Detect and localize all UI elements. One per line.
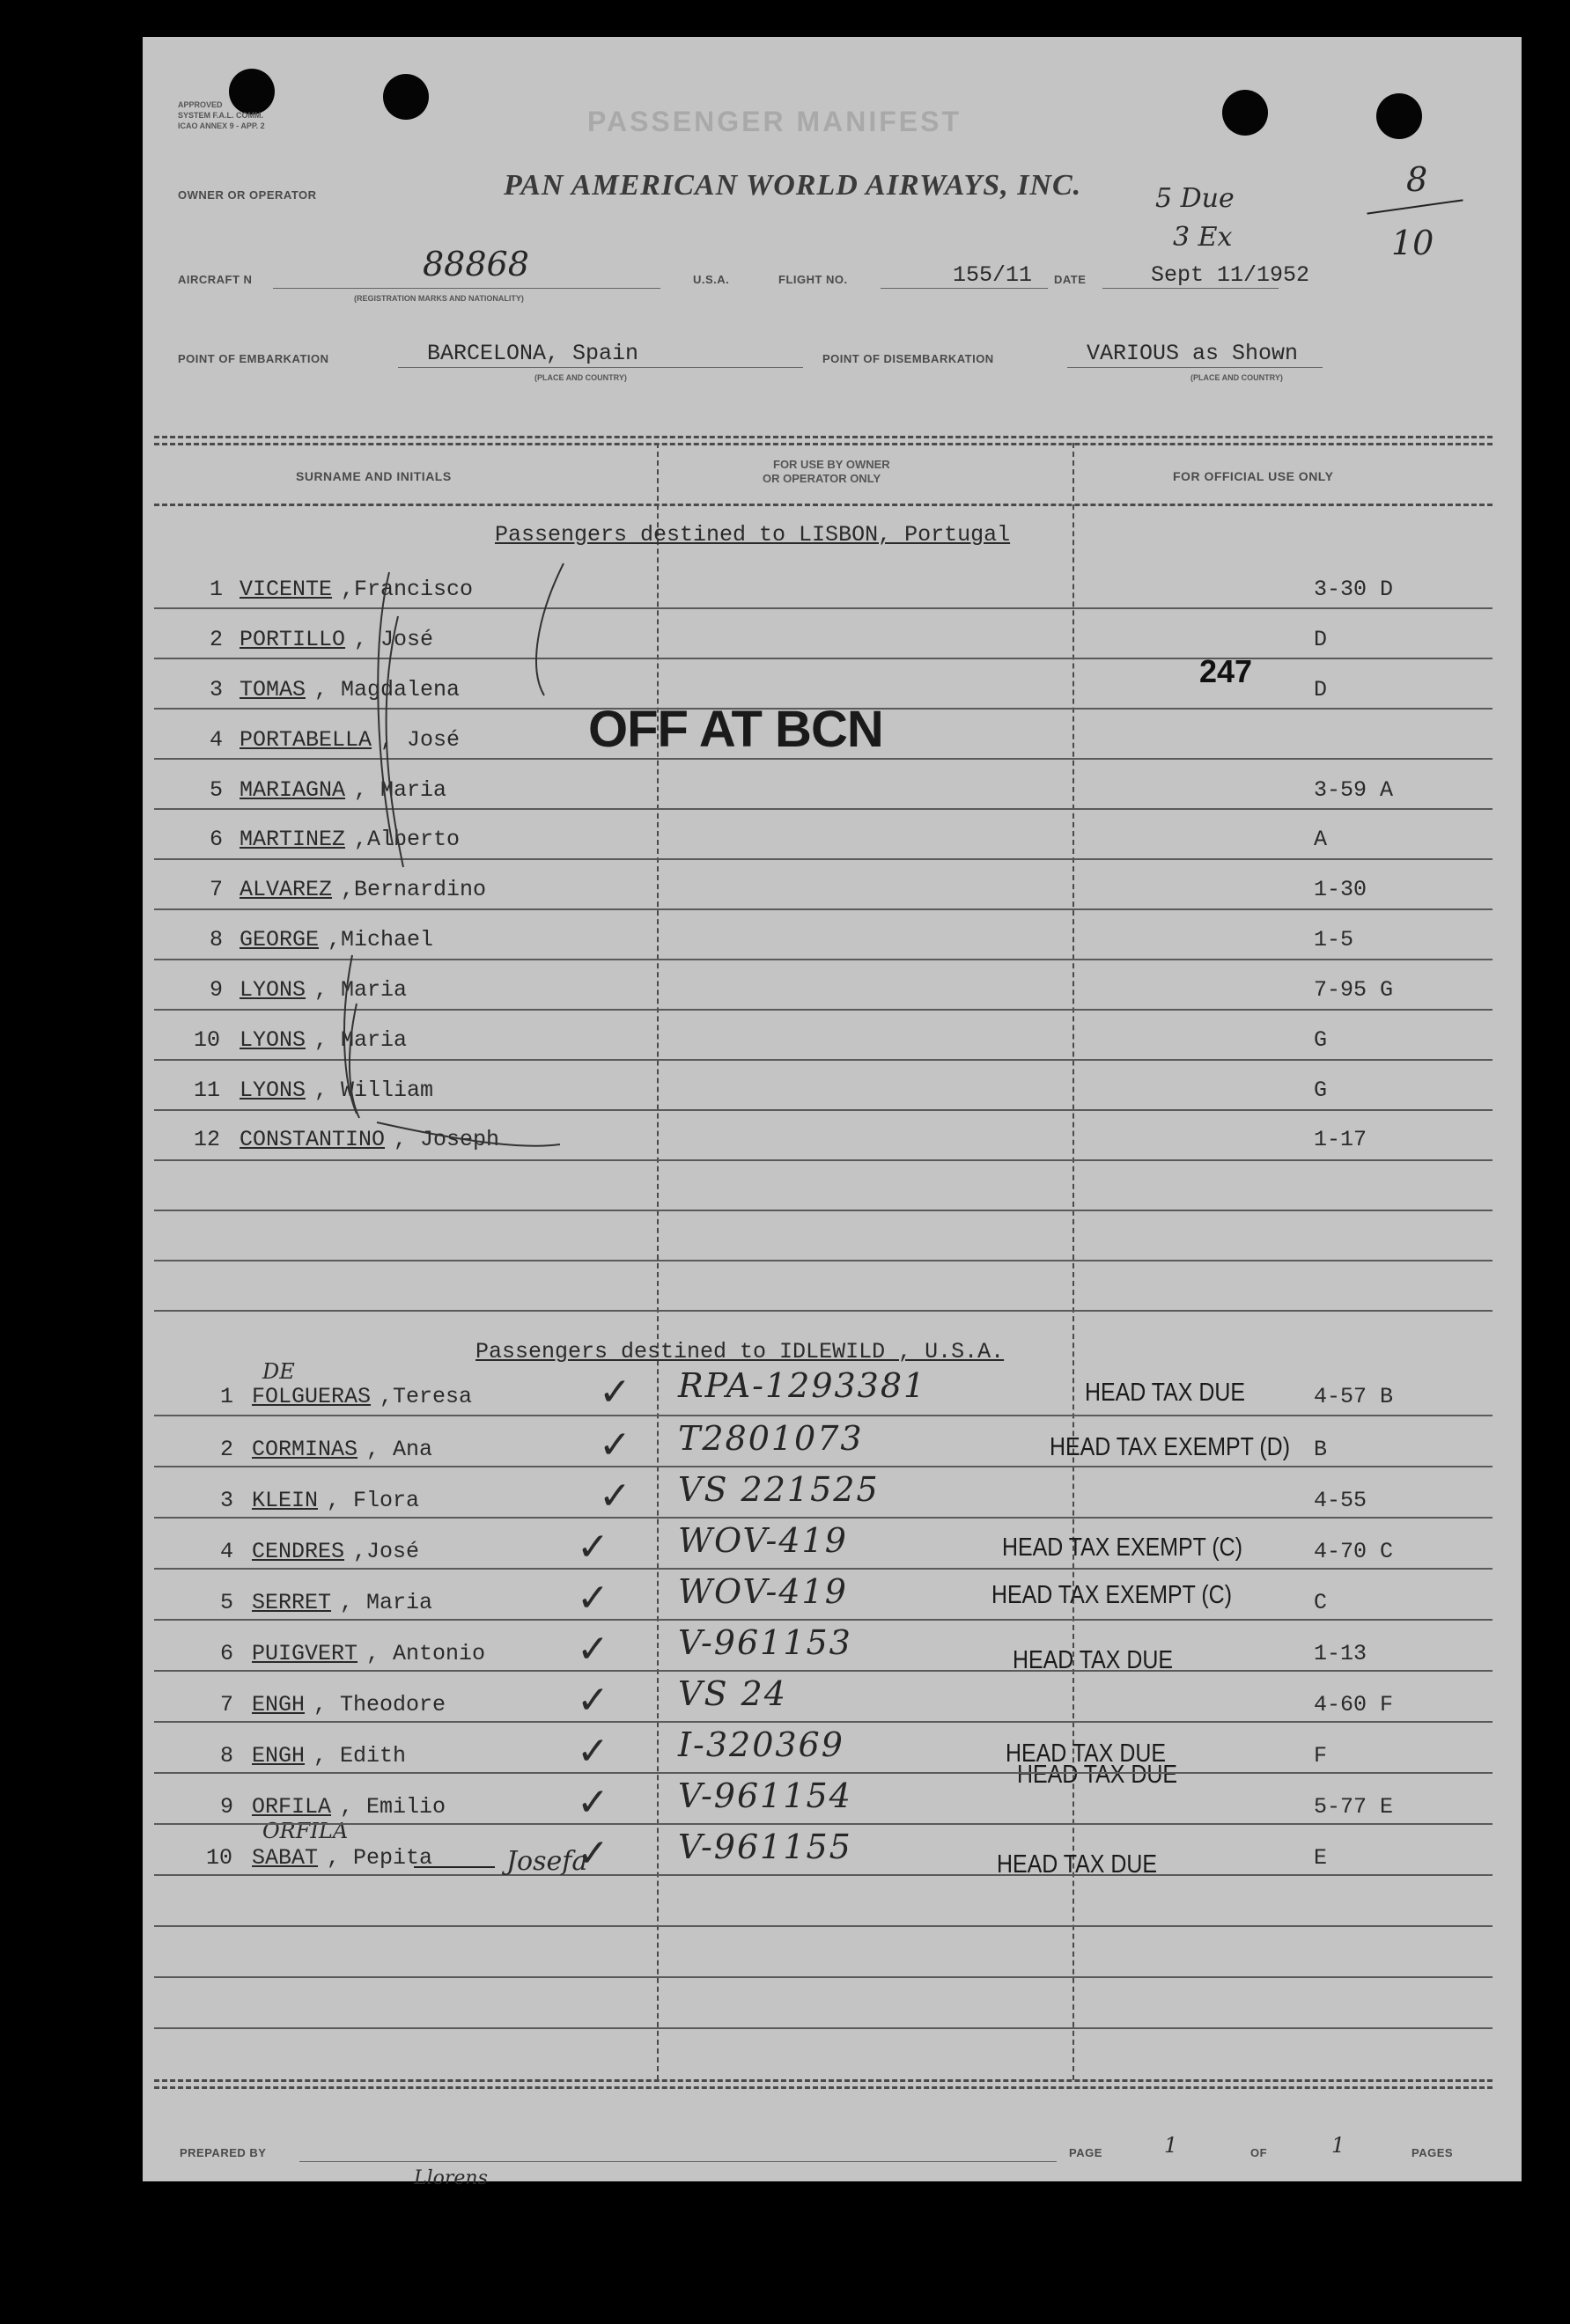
row-number: 1: [210, 577, 224, 602]
of-label: OF: [1250, 2146, 1268, 2159]
passport-number: V-961154: [678, 1776, 852, 1815]
row-number: 6: [220, 1641, 234, 1666]
check-mark-icon: ✓: [577, 1729, 609, 1774]
row-number: 8: [220, 1743, 234, 1769]
passport-number: RPA-1293381: [678, 1366, 927, 1405]
ruled-line: [154, 1976, 1493, 1978]
head-tax-note: HEAD TAX DUE: [997, 1850, 1158, 1879]
official-use-mark: 4-60 F: [1314, 1692, 1394, 1717]
row-number: 10: [194, 1027, 221, 1053]
row-number: 1: [220, 1384, 234, 1409]
passenger-surname: SERRET: [252, 1590, 332, 1615]
passenger-surname: CENDRES: [252, 1539, 345, 1564]
date-value: Sept 11/1952: [1151, 262, 1310, 288]
head-tax-note: HEAD TAX DUE: [1085, 1379, 1246, 1407]
official-number-247: 247: [1199, 653, 1253, 689]
passenger-surname: LYONS: [240, 977, 306, 1003]
passenger-given-name: ,Michael: [328, 927, 434, 952]
row-number: 4: [210, 727, 224, 753]
row-number: 9: [210, 977, 224, 1003]
total-pages: 1: [1331, 2133, 1345, 2158]
passenger-given-name: , Magdalena: [314, 677, 461, 702]
disembark-value: VARIOUS as Shown: [1087, 341, 1299, 366]
passenger-given-name: , Flora: [327, 1488, 420, 1513]
official-use-mark: 3-30 D: [1314, 577, 1394, 602]
passenger-given-name: , Joseph: [394, 1127, 500, 1152]
page-label: PAGE: [1069, 2146, 1102, 2159]
column-header-official: FOR OFFICIAL USE ONLY: [1173, 469, 1334, 483]
page-number: 1: [1164, 2133, 1178, 2158]
ruled-line: [154, 1721, 1493, 1723]
row-number: 3: [210, 677, 224, 702]
embark-value: BARCELONA, Spain: [427, 341, 639, 366]
prepared-by-label: PREPARED BY: [180, 2146, 267, 2159]
passport-number: WOV-419: [678, 1572, 848, 1611]
flight-value: 155/11: [953, 262, 1033, 288]
official-use-mark: D: [1314, 677, 1328, 702]
passenger-surname: VICENTE: [240, 577, 333, 602]
footer-rule: [154, 2079, 1493, 2082]
passenger-given-name: , Emilio: [340, 1794, 446, 1820]
row-number: 2: [220, 1437, 234, 1462]
passenger-surname: CORMINAS: [252, 1437, 358, 1462]
passport-number: V-961155: [678, 1828, 852, 1866]
passenger-surname: LYONS: [240, 1027, 306, 1053]
official-use-mark: F: [1314, 1743, 1328, 1769]
head-tax-note: HEAD TAX DUE: [1013, 1646, 1174, 1674]
official-use-mark: 1-5: [1314, 927, 1354, 952]
ruled-line: [154, 1772, 1493, 1774]
strikeout: [414, 1866, 495, 1868]
passenger-given-name: ,Teresa: [380, 1384, 473, 1409]
passenger-given-name: ,Alberto: [354, 827, 461, 852]
column-header-owner-use: FOR USE BY OWNER: [773, 458, 890, 471]
ruled-line: [154, 1517, 1493, 1519]
passenger-surname: CONSTANTINO: [240, 1127, 386, 1152]
passenger-given-name: , Maria: [314, 1027, 408, 1053]
handwritten-annotation: DE: [262, 1359, 295, 1384]
official-use-mark: B: [1314, 1437, 1328, 1462]
check-mark-icon: ✓: [577, 1678, 609, 1723]
head-tax-note: HEAD TAX EXEMPT (C): [991, 1581, 1233, 1609]
ruled-line: [154, 1415, 1493, 1416]
check-mark-icon: ✓: [599, 1474, 631, 1519]
passport-number: WOV-419: [678, 1521, 848, 1560]
owner-label: OWNER OR OPERATOR: [178, 188, 317, 202]
official-use-mark: G: [1314, 1077, 1328, 1103]
passenger-given-name: , José: [380, 727, 461, 753]
column-header-owner-use: OR OPERATOR ONLY: [763, 472, 881, 485]
passenger-given-name: ,Francisco: [341, 577, 474, 602]
approval-line: ICAO ANNEX 9 - APP. 2: [178, 121, 265, 130]
embark-caption: (PLACE AND COUNTRY): [534, 373, 627, 382]
official-use-mark: 1-13: [1314, 1641, 1367, 1666]
passport-number: V-961153: [678, 1623, 852, 1662]
row-number: 12: [194, 1127, 221, 1152]
official-use-mark: A: [1314, 827, 1328, 852]
head-tax-note: HEAD TAX DUE: [1006, 1739, 1167, 1768]
owner-value: PAN AMERICAN WORLD AIRWAYS, INC.: [504, 169, 1082, 202]
preparer-signature: Llorens: [414, 2167, 488, 2189]
check-mark-icon: ✓: [577, 1627, 609, 1672]
head-tax-note: HEAD TAX EXEMPT (C): [1002, 1533, 1243, 1562]
aircraft-value: 88868: [423, 245, 529, 283]
usa-label: U.S.A.: [693, 273, 730, 286]
approval-line: APPROVED: [178, 100, 223, 109]
row-number: 5: [210, 777, 224, 803]
check-mark-icon: ✓: [599, 1370, 631, 1415]
row-number: 6: [210, 827, 224, 852]
row-number: 5: [220, 1590, 234, 1615]
disembark-caption: (PLACE AND COUNTRY): [1190, 373, 1283, 382]
ruled-line: [154, 2027, 1493, 2029]
official-use-mark: G: [1314, 1027, 1328, 1053]
official-use-mark: 5-77 E: [1314, 1794, 1394, 1820]
passenger-surname: PORTILLO: [240, 627, 346, 652]
official-use-mark: C: [1314, 1590, 1328, 1615]
row-number: 10: [206, 1845, 233, 1871]
passenger-surname: ENGH: [252, 1692, 306, 1717]
passenger-given-name: , Edith: [313, 1743, 407, 1769]
fraction-top: 8: [1406, 160, 1428, 199]
passenger-given-name: , Antonio: [366, 1641, 486, 1666]
pages-label: PAGES: [1412, 2146, 1454, 2159]
passport-number: I-320369: [678, 1725, 844, 1764]
head-tax-note: HEAD TAX EXEMPT (D): [1050, 1433, 1291, 1461]
passenger-given-name: , Ana: [366, 1437, 433, 1462]
passenger-surname: MARTINEZ: [240, 827, 346, 852]
passenger-surname: LYONS: [240, 1077, 306, 1103]
check-mark-icon: ✓: [599, 1423, 631, 1467]
aircraft-label: AIRCRAFT N: [178, 273, 253, 286]
passenger-surname: MARIAGNA: [240, 777, 346, 803]
flight-label: FLIGHT NO.: [778, 273, 848, 286]
approval-line: SYSTEM F.A.L. COMM.: [178, 111, 264, 120]
ruled-line: [154, 1619, 1493, 1621]
ruled-line: [154, 1568, 1493, 1570]
official-use-mark: 4-55: [1314, 1488, 1367, 1513]
margin-note-exempt: 3 Ex: [1173, 222, 1233, 253]
registration-caption: (REGISTRATION MARKS AND NATIONALITY): [354, 294, 524, 303]
passenger-given-name: , Maria: [340, 1590, 433, 1615]
passenger-given-name: , Theodore: [313, 1692, 446, 1717]
passport-number: VS 221525: [678, 1470, 880, 1509]
official-use-mark: 4-70 C: [1314, 1539, 1394, 1564]
official-use-mark: 4-57 B: [1314, 1384, 1394, 1409]
embark-label: POINT OF EMBARKATION: [178, 352, 329, 365]
section-heading-lisbon: Passengers destined to LISBON, Portugal: [495, 522, 1011, 548]
page-title: PASSENGER MANIFEST: [587, 106, 962, 137]
passenger-surname: ALVAREZ: [240, 877, 333, 902]
check-mark-icon: ✓: [577, 1576, 609, 1621]
section-heading-idlewild: Passengers destined to IDLEWILD , U.S.A.: [475, 1339, 1005, 1364]
check-mark-icon: ✓: [577, 1831, 609, 1876]
official-use-mark: 1-30: [1314, 877, 1367, 902]
date-label: DATE: [1054, 273, 1087, 286]
row-number: 3: [220, 1488, 234, 1513]
ruled-line: [154, 1670, 1493, 1672]
prepared-underline: [299, 2161, 1057, 2162]
row-number: 11: [194, 1077, 221, 1103]
ruled-line: [154, 1925, 1493, 1927]
official-use-mark: 3-59 A: [1314, 777, 1394, 803]
official-use-mark: 1-17: [1314, 1127, 1367, 1152]
row-number: 7: [210, 877, 224, 902]
check-mark-icon: ✓: [577, 1525, 609, 1570]
passenger-surname: SABAT: [252, 1845, 319, 1871]
passenger-surname: ENGH: [252, 1743, 306, 1769]
passenger-given-name: , Maria: [314, 977, 408, 1003]
passenger-surname: PORTABELLA: [240, 727, 372, 753]
ruled-line: [154, 1823, 1493, 1825]
ruled-line: [154, 1466, 1493, 1467]
row-number: 2: [210, 627, 224, 652]
passenger-given-name: ,Bernardino: [341, 877, 487, 902]
passenger-surname: FOLGUERAS: [252, 1384, 372, 1409]
footer-rule: [154, 2086, 1493, 2089]
passenger-surname: KLEIN: [252, 1488, 319, 1513]
passenger-surname: ORFILA: [252, 1794, 332, 1820]
fraction-bottom: 10: [1391, 224, 1434, 262]
passenger-given-name: , Pepita: [327, 1845, 433, 1871]
row-number: 7: [220, 1692, 234, 1717]
margin-note-due: 5 Due: [1155, 183, 1235, 214]
official-use-mark: E: [1314, 1845, 1328, 1871]
check-mark-icon: ✓: [577, 1780, 609, 1825]
passenger-surname: PUIGVERT: [252, 1641, 358, 1666]
passenger-given-name: ,José: [353, 1539, 420, 1564]
handwritten-annotation: ORFILA: [262, 1819, 349, 1843]
passenger-surname: TOMAS: [240, 677, 306, 702]
row-number: 4: [220, 1539, 234, 1564]
ruled-line: [154, 1874, 1493, 1876]
passenger-given-name: , José: [354, 627, 434, 652]
row-number: 9: [220, 1794, 234, 1820]
passenger-given-name: , Maria: [354, 777, 447, 803]
column-header-surname: SURNAME AND INITIALS: [296, 469, 452, 483]
passport-number: T2801073: [678, 1419, 864, 1458]
official-use-mark: D: [1314, 627, 1328, 652]
official-use-mark: 7-95 G: [1314, 977, 1394, 1003]
passport-number: VS 24: [678, 1674, 787, 1713]
passenger-given-name: , William: [314, 1077, 434, 1103]
off-at-bcn-stamp: OFF AT BCN: [588, 701, 883, 758]
row-number: 8: [210, 927, 224, 952]
head-tax-note: HEAD TAX DUE: [1017, 1761, 1178, 1789]
disembark-label: POINT OF DISEMBARKATION: [822, 352, 994, 365]
replacement-given-name: Josefa: [506, 1846, 588, 1877]
passenger-surname: GEORGE: [240, 927, 320, 952]
